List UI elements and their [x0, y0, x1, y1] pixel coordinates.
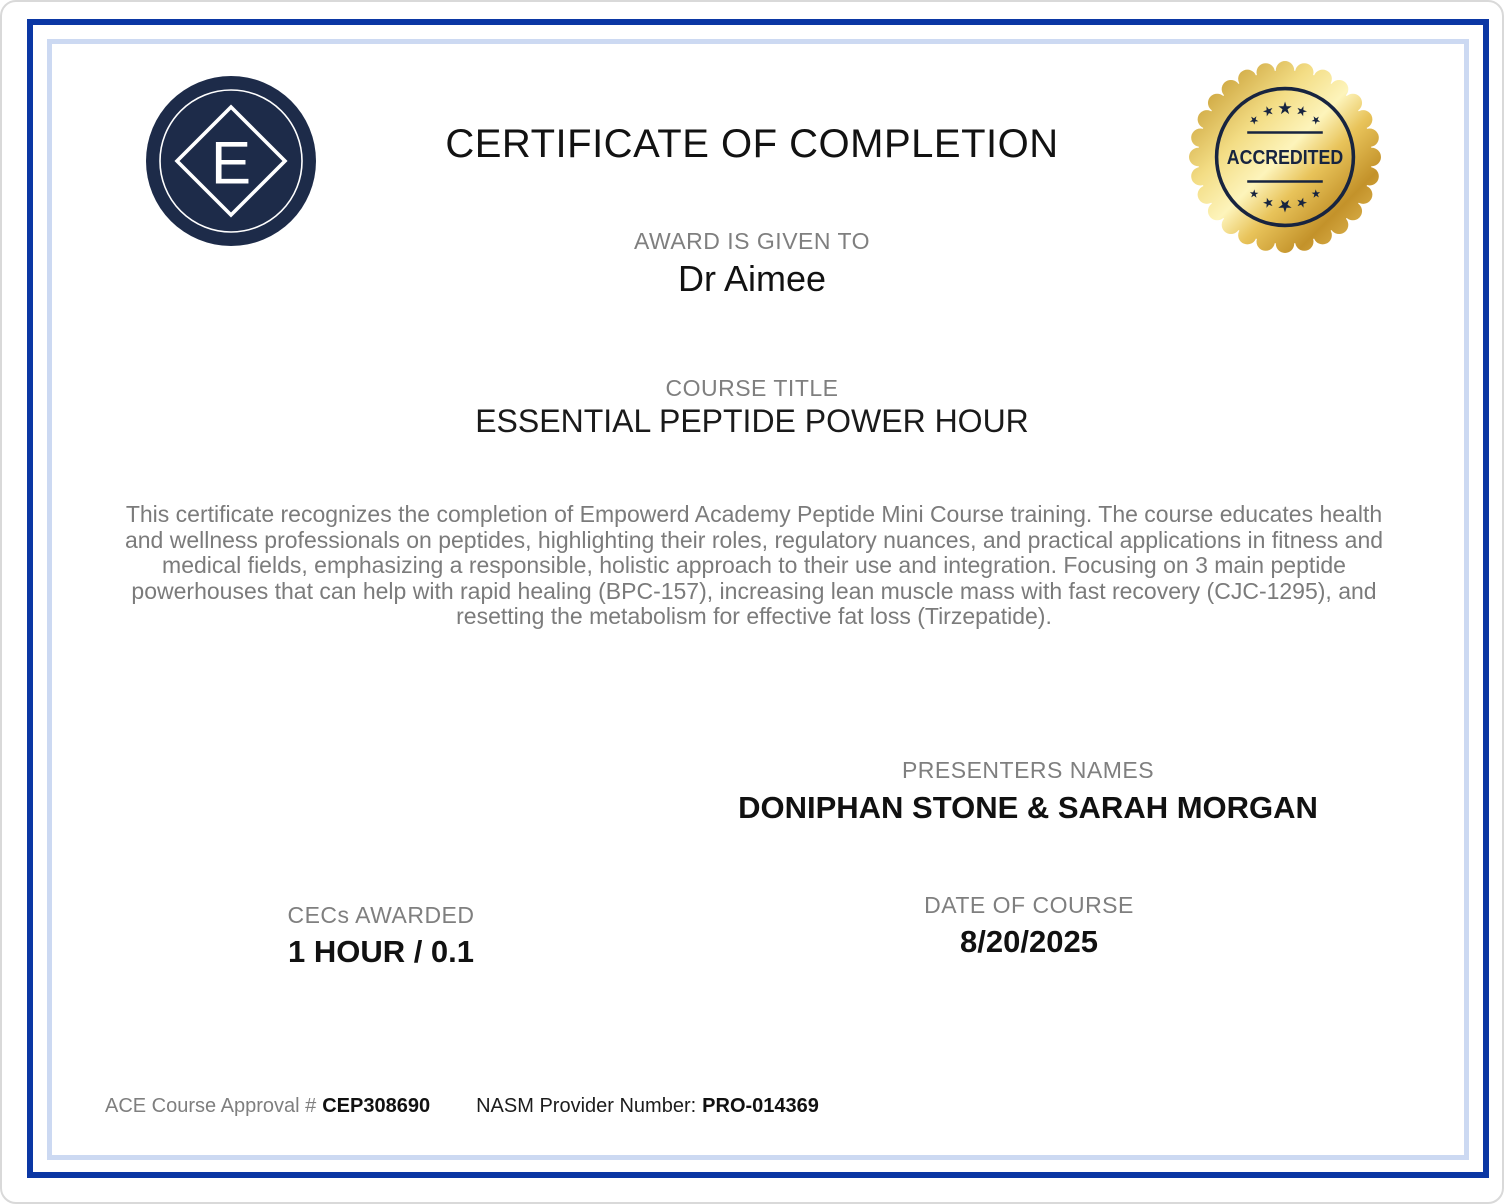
cecs-label: CECs AWARDED [287, 902, 475, 928]
date-block [829, 892, 1229, 960]
course-description: This certificate recognizes the completion of Empowerd Academy Peptide Mini Course training. The course educates health and wellness professionals on peptides, highlighting their roles, regulatory nuances, and practical applications in fitness and medical fields, emphasizing a responsible, holistic approach to their use and integration. Focusing on 3 main peptide powerhouses that can help with rapid healing (BPC-157), increasing lean muscle mass with fast recovery (CJC-1295), and resetting the metabolism for effective fat loss (Tirzepatide). [124, 501, 1384, 629]
date-value: 8/20/2025 [960, 924, 1098, 959]
svg-text:★: ★ [1293, 102, 1310, 121]
footer-accreditation-line [105, 1095, 819, 1118]
svg-text:★: ★ [1246, 112, 1263, 129]
nasm-provider-number: PRO-014369 [702, 1095, 819, 1117]
accredited-label: ACCREDITED [1226, 147, 1344, 170]
presenters-names: DONIPHAN STONE & SARAH MORGAN [738, 790, 1318, 825]
nasm-provider-label: NASM Provider Number: [476, 1095, 697, 1117]
course-title-label: COURSE TITLE [665, 375, 839, 401]
cecs-value: 1 HOUR / 0.1 [287, 934, 475, 969]
svg-text:★: ★ [1260, 193, 1277, 212]
certificate-title: CERTIFICATE OF COMPLETION [445, 122, 1059, 166]
recipient-name: Dr Aimee [677, 258, 827, 299]
cecs-block [181, 902, 581, 970]
svg-text:★: ★ [1260, 102, 1277, 121]
logo-letter: E [210, 129, 252, 197]
svg-text:★: ★ [1293, 193, 1310, 212]
date-label: DATE OF COURSE [924, 892, 1134, 918]
svg-text:★: ★ [1277, 99, 1293, 120]
ace-approval-number: CEP308690 [322, 1095, 431, 1117]
course-title: ESSENTIAL PEPTIDE POWER HOUR [475, 403, 1029, 439]
presenters-block [678, 757, 1378, 826]
ace-approval-label: ACE Course Approval # [105, 1095, 317, 1117]
svg-text:★: ★ [1277, 194, 1293, 215]
svg-text:★: ★ [1307, 185, 1324, 202]
svg-text:★: ★ [1246, 185, 1263, 202]
presenters-label: PRESENTERS NAMES [901, 757, 1155, 783]
svg-text:★: ★ [1307, 112, 1324, 129]
award-label: AWARD IS GIVEN TO [634, 228, 870, 254]
